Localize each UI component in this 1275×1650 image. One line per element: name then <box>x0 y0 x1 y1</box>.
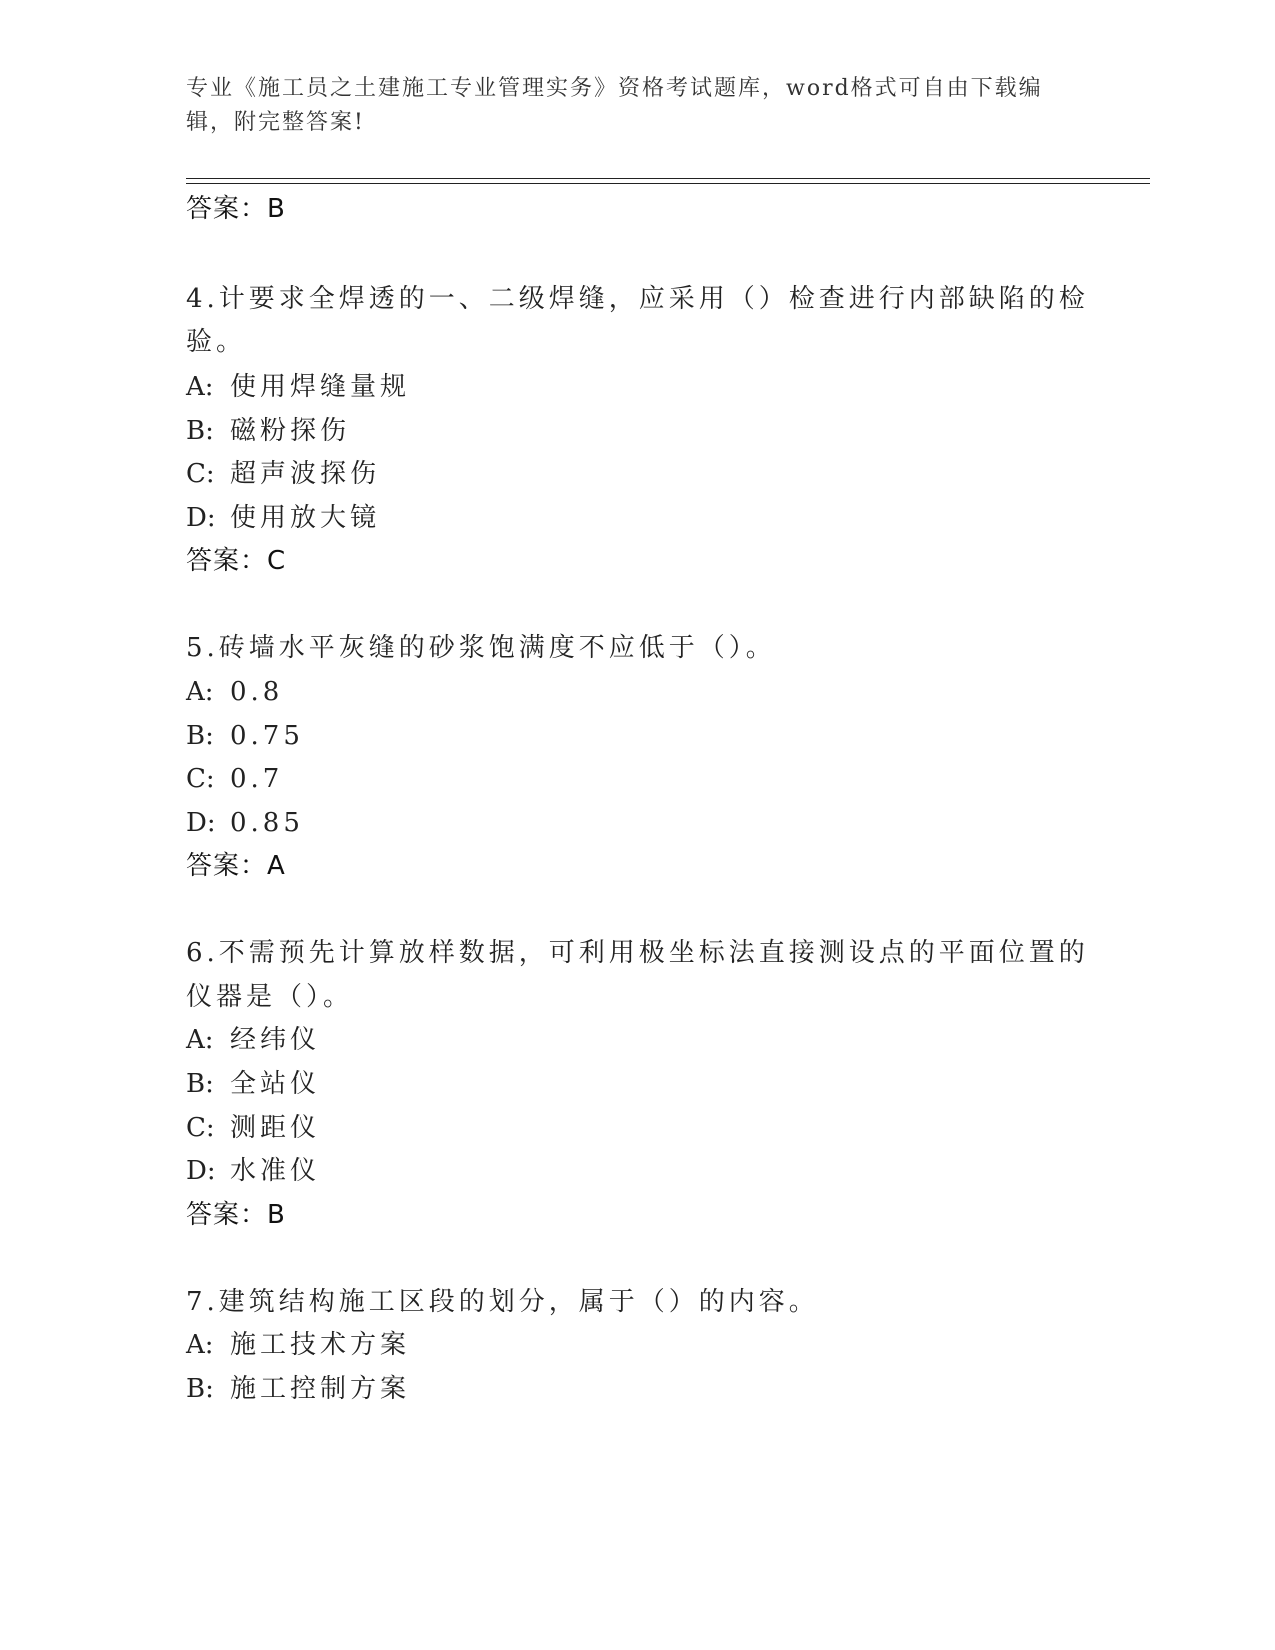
option-letter: A: <box>186 1025 214 1055</box>
option-letter: B: <box>186 1374 214 1404</box>
question-7-option-b <box>186 1368 410 1410</box>
question-4-option-c <box>186 453 380 495</box>
option-letter: A: <box>186 677 214 707</box>
question-6-option-c <box>186 1107 320 1149</box>
option-text: 水准仪 <box>230 1156 321 1186</box>
question-6-stem-line-1: 6.不需预先计算放样数据，可利用极坐标法直接测设点的平面位置的 <box>186 938 1089 968</box>
option-text: 0.8 <box>230 677 284 707</box>
question-6-stem-line-2: 仪器是（）。 <box>186 982 354 1012</box>
option-letter: B: <box>186 416 214 446</box>
option-letter: B: <box>186 721 214 751</box>
option-text: 施工技术方案 <box>230 1330 411 1360</box>
question-7-stem-line-1: 7.建筑结构施工区段的划分，属于（）的内容。 <box>186 1287 819 1317</box>
option-text: 测距仪 <box>230 1113 321 1143</box>
option-text: 磁粉探伤 <box>230 416 351 446</box>
question-5-stem-line-1: 5.砖墙水平灰缝的砂浆饱满度不应低于（）。 <box>186 633 776 663</box>
question-5-option-a <box>186 671 283 713</box>
question-6-option-b <box>186 1063 320 1105</box>
answer-q3: 答案：B <box>186 194 286 224</box>
question-4-stem-line-2: 验。 <box>186 327 247 357</box>
option-letter: C: <box>186 459 215 489</box>
option-letter: D: <box>186 808 216 838</box>
header-divider-bottom <box>186 183 1150 184</box>
question-6-option-d <box>186 1150 320 1192</box>
option-text: 全站仪 <box>230 1069 321 1099</box>
option-text: 经纬仪 <box>230 1025 321 1055</box>
document-header <box>186 72 1066 140</box>
question-5-option-c <box>186 758 283 800</box>
question-4-stem-line-1: 4.计要求全焊透的一、二级焊缝，应采用（）检查进行内部缺陷的检 <box>186 284 1089 314</box>
question-7-option-a <box>186 1324 410 1366</box>
question-4-option-d <box>186 497 380 539</box>
header-divider-top <box>186 178 1150 179</box>
option-letter: C: <box>186 1113 215 1143</box>
option-text: 使用放大镜 <box>230 503 381 533</box>
option-text: 施工控制方案 <box>230 1374 411 1404</box>
header-line-1: 专业《施工员之土建施工专业管理实务》资格考试题库，word格式可自由下载编 <box>186 76 1043 101</box>
question-4-option-b <box>186 410 350 452</box>
option-letter: D: <box>186 1156 216 1186</box>
answer-q4: 答案：C <box>186 546 287 576</box>
header-line-2: 辑，附完整答案! <box>186 110 365 135</box>
option-letter: A: <box>186 1330 214 1360</box>
question-6-option-a <box>186 1019 320 1061</box>
answer-q5: 答案：A <box>186 851 286 881</box>
option-letter: A: <box>186 372 214 402</box>
answer-q6: 答案：B <box>186 1200 286 1230</box>
question-5-option-b <box>186 715 304 757</box>
question-4-option-a <box>186 366 410 408</box>
option-text: 超声波探伤 <box>230 459 381 489</box>
option-text: 0.7 <box>230 764 284 794</box>
option-letter: B: <box>186 1069 214 1099</box>
option-letter: C: <box>186 764 215 794</box>
option-text: 0.85 <box>230 808 304 838</box>
option-text: 使用焊缝量规 <box>230 372 411 402</box>
question-5-option-d <box>186 802 304 844</box>
option-text: 0.75 <box>230 721 304 751</box>
option-letter: D: <box>186 503 216 533</box>
